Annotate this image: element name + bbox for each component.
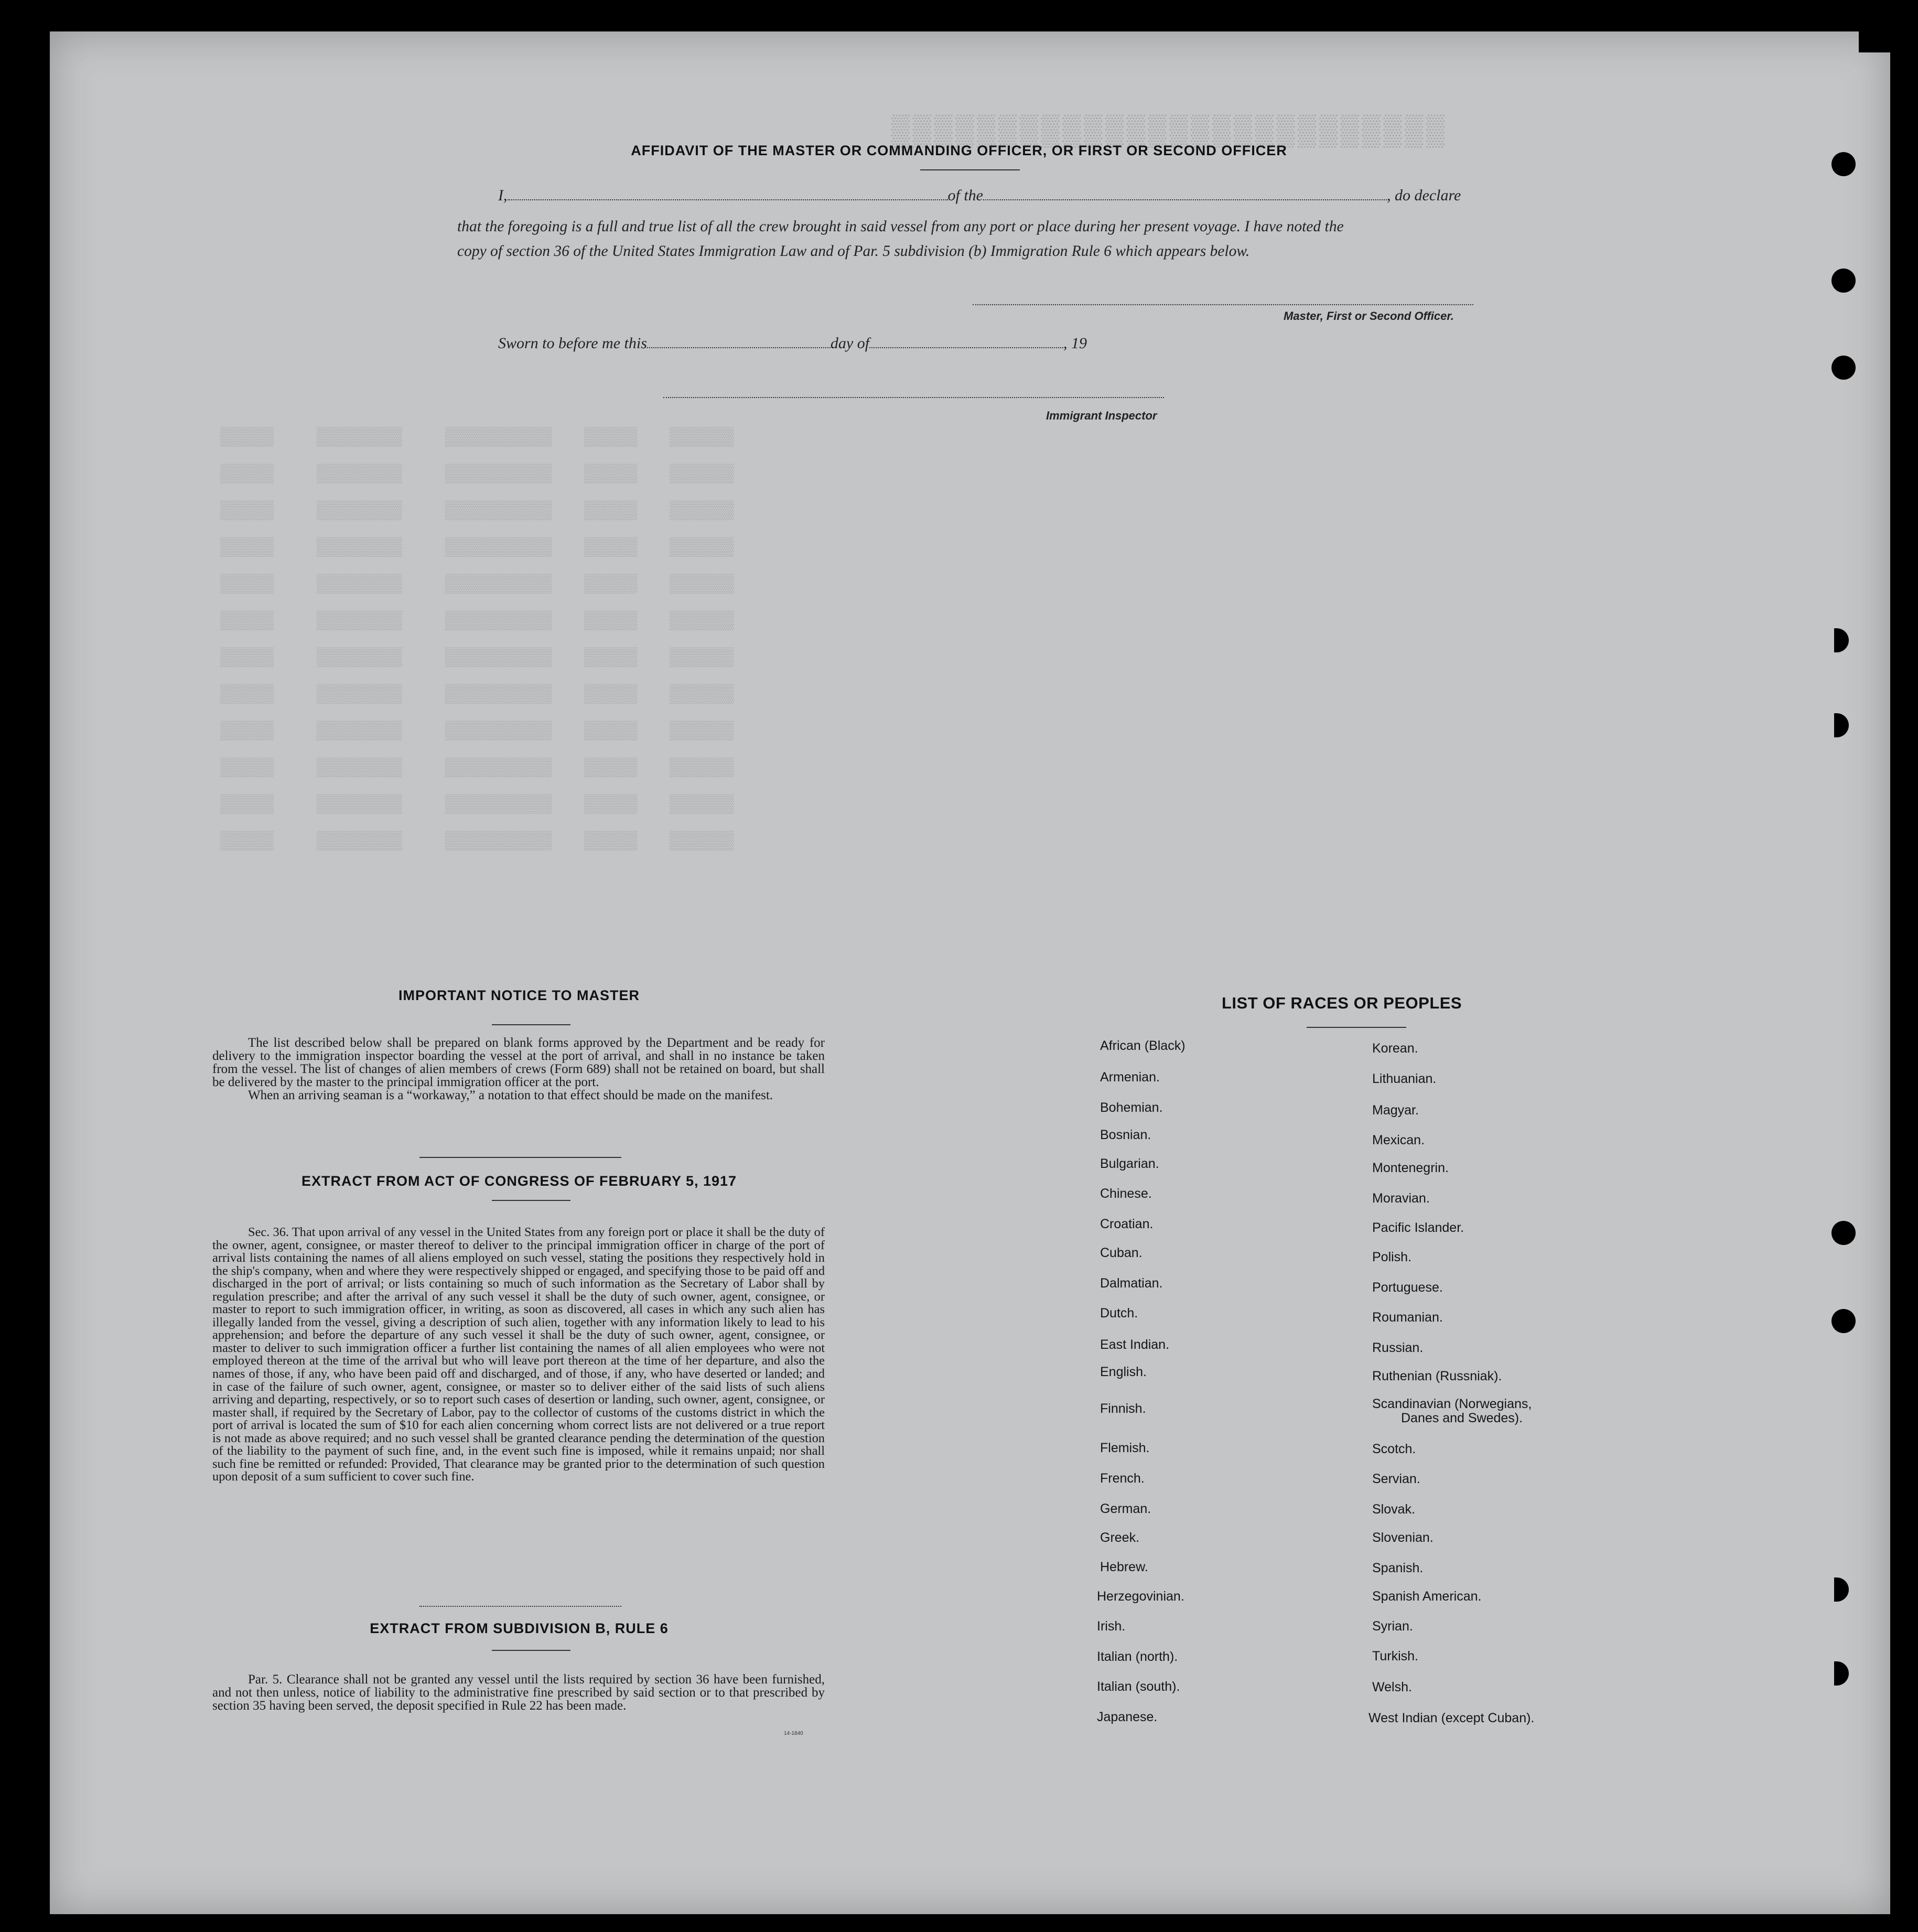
sworn-day-field[interactable] (647, 347, 831, 348)
extract-act-underline (492, 1200, 570, 1201)
notice-body (212, 1036, 825, 1102)
race-item: Bulgarian. (1100, 1156, 1159, 1171)
race-item: Slovenian. (1372, 1530, 1434, 1545)
race-item: Irish. (1097, 1619, 1126, 1634)
inspector-signature-label: Immigrant Inspector (1046, 409, 1157, 422)
race-item: Korean. (1372, 1041, 1418, 1056)
race-item: Montenegrin. (1372, 1161, 1449, 1175)
race-item: Dutch. (1100, 1306, 1138, 1321)
page-fold-corner (1859, 31, 1890, 52)
master-signature-line[interactable] (973, 304, 1473, 305)
bleed-through-texture: ▒▒▒▒▒▒▒▒▒▒▒▒▒▒▒▒▒▒▒▒▒▒▒▒▒▒ (891, 115, 1448, 149)
binder-hole-icon (1825, 713, 1849, 737)
race-item: Italian (north). (1097, 1649, 1178, 1664)
race-item: Hebrew. (1100, 1560, 1148, 1574)
race-item: Mexican. (1372, 1133, 1425, 1147)
binder-hole-icon (1831, 1221, 1856, 1245)
race-item: Spanish. (1372, 1561, 1424, 1575)
declare-suffix: , do declare (1387, 187, 1461, 204)
binder-hole-icon (1825, 1577, 1849, 1602)
race-item: Bohemian. (1100, 1100, 1163, 1115)
race-item: French. (1100, 1471, 1145, 1486)
race-item: Flemish. (1100, 1441, 1150, 1455)
extract-act-paragraph: Sec. 36. That upon arrival of any vessel in the United States from any foreign port or place it shall be the duty of the owner, agent, consignee, or master thereof to deliver to the principal immigration officer in charge of the port of arrival lists containing the names of all aliens employed on such vessel, stating the positions they respectively hold in the ship's company, when and where they were respectively shipped or engaged, and specifying those to be paid off and discharged in the port of arrival; or lists containing so much of such information as the Secretary of Labor shall by regulation prescribe; and after the arrival of any such vessel it shall be the duty of such owner, agent, consignee, or master to report to such immigration officer, in writing, as soon as discovered, all cases in which any such alien has illegally landed from the vessel, giving a description of such alien, together with any information likely to lead to his apprehension; and before the departure of any such vessel it shall be the duty of such owner, agent, consignee, or master to deliver to such immigration officer a further list containing the names of all alien employees who were not employed thereon at the time of the arrival but who will leave port thereon at the time of her departure, and also the names of those, if any, who have been paid off and discharged, and of those, if any, who have deserted or landed; and in case of the failure of such owner, agent, consignee, or master so to deliver either of the said lists of such aliens arriving and departing, respectively, or so to report such cases of desertion or landing, such owner, agent, consignee, or master shall, if required by the Secretary of Labor, pay to the collector of customs of the customs district in which the port of arrival is located the sum of $10 for each alien concerning whom correct lists are not delivered or a true report is not made as above required; and no such vessel shall be granted clearance pending the determination of the question of the liability to the payment of such fine, and, in the event such fine is imposed, while it remains unpaid; nor shall such fine be remitted or refunded: Provided, That clearance may be granted prior to the determination of such question upon deposit of a sum sufficient to cover such fine. (212, 1225, 825, 1484)
sworn-line (498, 335, 1087, 352)
race-item: Italian (south). (1097, 1679, 1180, 1694)
race-item: Croatian. (1100, 1217, 1154, 1231)
race-item: Spanish American. (1372, 1589, 1482, 1604)
races-underline (1307, 1027, 1406, 1028)
year-label: , 19 (1063, 335, 1087, 352)
race-item: Scandinavian (Norwegians, (1372, 1397, 1532, 1411)
day-of-label: day of (830, 335, 870, 352)
bleed-through-texture: ▒▒▒▒▒ ▒▒▒▒▒▒▒▒ ▒▒▒▒▒▒▒▒▒▒ ▒▒▒▒▒ ▒▒▒▒▒▒ ▒▒▒▒▒ ▒▒▒▒▒▒▒▒ ▒▒▒▒▒▒▒▒▒▒ ▒▒▒▒▒ ▒▒▒▒▒▒ ▒▒▒▒▒ ▒▒▒▒▒▒▒▒ ▒▒▒▒▒▒▒▒▒▒ ▒▒▒▒▒ ▒▒▒▒▒▒ ▒▒▒▒▒ ▒▒▒▒▒▒▒▒ ▒▒▒▒▒▒▒▒▒▒ ▒▒▒▒▒ ▒▒▒▒▒▒ ▒▒▒▒▒ ▒▒▒▒▒▒▒▒ ▒▒▒▒▒▒▒▒▒▒ ▒▒▒▒▒ ▒▒▒▒▒▒ ▒▒▒▒▒ ▒▒▒▒▒▒▒▒ ▒▒▒▒▒▒▒▒▒▒ ▒▒▒▒▒ ▒▒▒▒▒▒ ▒▒▒▒▒ ▒▒▒▒▒▒▒▒ ▒▒▒▒▒▒▒▒▒▒ ▒▒▒▒▒ ▒▒▒▒▒▒ ▒▒▒▒▒ ▒▒▒▒▒▒▒▒ ▒▒▒▒▒▒▒▒▒▒ ▒▒▒▒▒ ▒▒▒▒▒▒ ▒▒▒▒▒ ▒▒▒▒▒▒▒▒ ▒▒▒▒▒▒▒▒▒▒ ▒▒▒▒▒ ▒▒▒▒▒▒ ▒▒▒▒▒ ▒▒▒▒▒▒▒▒ ▒▒▒▒▒▒▒▒▒▒ ▒▒▒▒▒ ▒▒▒▒▒▒ ▒▒▒▒▒ ▒▒▒▒▒▒▒▒ ▒▒▒▒▒▒▒▒▒▒ ▒▒▒▒▒ ▒▒▒▒▒▒ ▒▒▒▒▒ ▒▒▒▒▒▒▒▒ ▒▒▒▒▒▒▒▒▒▒ ▒▒▒▒▒ ▒▒▒▒▒▒ (220, 428, 734, 852)
section-divider (419, 1157, 621, 1158)
race-item: Scotch. (1372, 1442, 1416, 1456)
race-item: Ruthenian (Russniak). (1372, 1369, 1502, 1383)
affidavit-title: AFFIDAVIT OF THE MASTER OR COMMANDING OFFICER, OR FIRST OR SECOND OFFICER (631, 143, 1287, 158)
race-item: Servian. (1372, 1472, 1420, 1486)
race-item: East Indian. (1100, 1337, 1170, 1352)
declarant-prefix: I, (498, 187, 508, 204)
extract-act-title: EXTRACT FROM ACT OF CONGRESS OF FEBRUARY 5, 1917 (301, 1173, 737, 1189)
race-item: Japanese. (1097, 1710, 1158, 1724)
race-item: West Indian (except Cuban). (1369, 1711, 1535, 1725)
race-item: Russian. (1372, 1340, 1424, 1355)
race-item: Pacific Islander. (1372, 1220, 1464, 1235)
race-item: Lithuanian. (1372, 1071, 1437, 1086)
race-item: Polish. (1372, 1250, 1412, 1264)
extract-rule-title: EXTRACT FROM SUBDIVISION B, RULE 6 (370, 1620, 669, 1636)
race-item: Bosnian. (1100, 1128, 1151, 1142)
vessel-prefix: of the (947, 187, 983, 204)
form-number: 14-1840 (784, 1731, 803, 1736)
notice-paragraph: The list described below shall be prepared on blank forms approved by the Department and be ready for delivery to the immigration inspector boarding the vessel at the port of arrival, and shall in no instance be taken from the vessel. The list of changes of alien members of crews (Form 689) shall not be retained on board, but shall be delivered by the master to the principal immigration officer at the port. (212, 1036, 825, 1089)
extract-rule-paragraph: Par. 5. Clearance shall not be granted any vessel until the lists required by section 36 have been furnished, and not then unless, notice of liability to the administrative fine prescribed by said section or to that prescribed by section 35 having been served, the deposit specified in Rule 22 has been made. (212, 1672, 825, 1713)
race-item: Roumanian. (1372, 1310, 1443, 1325)
affidavit-line-1 (498, 187, 1463, 205)
race-item: Chinese. (1100, 1186, 1152, 1201)
race-item: Syrian. (1372, 1619, 1413, 1634)
race-item: Finnish. (1100, 1401, 1146, 1416)
affidavit-line-3: copy of section 36 of the United States Immigration Law and of Par. 5 subdivision (b) Immigration Rule 6 which appears below. (457, 243, 1250, 260)
vessel-name-field[interactable] (983, 199, 1387, 200)
binder-hole-icon (1831, 1309, 1856, 1333)
extract-rule-body (212, 1673, 825, 1712)
master-signature-label: Master, First or Second Officer. (1284, 309, 1454, 323)
race-item: Greek. (1100, 1530, 1140, 1545)
race-item: Welsh. (1372, 1680, 1412, 1694)
race-item: Slovak. (1372, 1502, 1415, 1517)
inspector-signature-line[interactable] (663, 397, 1164, 398)
notice-underline (492, 1024, 570, 1025)
race-item: Magyar. (1372, 1103, 1419, 1118)
race-item: Armenian. (1100, 1070, 1160, 1085)
race-item: English. (1100, 1365, 1147, 1379)
binder-hole-icon (1825, 628, 1849, 652)
race-item: Cuban. (1100, 1246, 1143, 1260)
affidavit-line-2: that the foregoing is a full and true list of all the crew brought in said vessel from any port or place during her present voyage. I have noted the (457, 218, 1344, 235)
declarant-name-field[interactable] (508, 199, 948, 200)
notice-paragraph: When an arriving seaman is a “workaway,” a notation to that effect should be made on the manifest. (248, 1088, 773, 1102)
race-item: Herzegovinian. (1097, 1589, 1184, 1604)
race-item: Portuguese. (1372, 1280, 1443, 1295)
races-title: LIST OF RACES OR PEOPLES (1222, 994, 1462, 1012)
race-item: German. (1100, 1501, 1151, 1516)
race-item: Turkish. (1372, 1649, 1418, 1663)
race-item: Danes and Swedes). (1401, 1411, 1523, 1425)
extract-rule-underline (492, 1650, 570, 1651)
notice-title: IMPORTANT NOTICE TO MASTER (398, 988, 640, 1003)
extract-act-body (212, 1226, 825, 1484)
race-item: Moravian. (1372, 1191, 1430, 1206)
race-item: Dalmatian. (1100, 1276, 1163, 1291)
sworn-month-field[interactable] (869, 347, 1063, 348)
section-divider (419, 1606, 621, 1607)
title-underline (920, 169, 1020, 170)
sworn-prefix: Sworn to before me this (498, 335, 647, 352)
race-item: African (Black) (1100, 1038, 1186, 1053)
binder-hole-icon (1831, 269, 1856, 293)
binder-hole-icon (1831, 356, 1856, 380)
binder-hole-icon (1825, 1661, 1849, 1686)
